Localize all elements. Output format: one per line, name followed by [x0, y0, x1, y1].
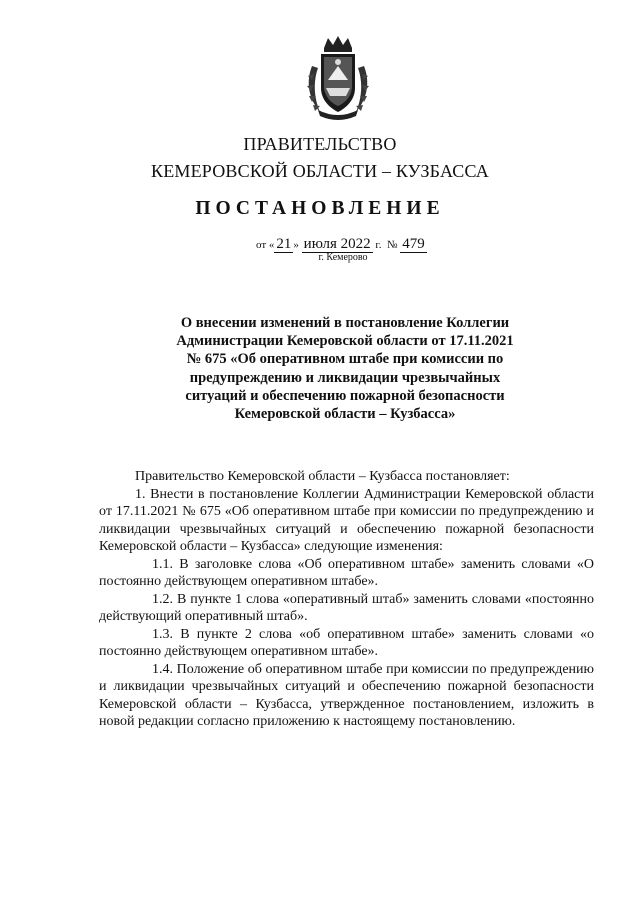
document-type: ПОСТАНОВЛЕНИЕ [195, 198, 445, 219]
date-close-quote: » [293, 239, 299, 251]
paragraph-1-1: 1.1. В заголовке слова «Об оперативном штабе» заменить словами «О постоянно действующем оперативном штабе». [99, 556, 594, 589]
date-from-label: от « [256, 239, 275, 251]
number-label: № [386, 239, 398, 251]
paragraph-1-3: 1.3. В пункте 2 слова «об оперативном штабе» заменить словами «о постоянно действующем оперативном штабе». [99, 626, 594, 659]
paragraph-1-2: 1.2. В пункте 1 слова «оперативный штаб» заменить словами «постоянно действующий оперативный штаб». [99, 591, 594, 624]
title-line: Кемеровской области – Кузбасса» [234, 406, 456, 423]
document-number: 479 [402, 236, 425, 252]
city: г. Кемерово [318, 252, 368, 263]
title-line: Администрации Кемеровской области от 17.11.2021 [176, 333, 514, 350]
paragraph-1: 1. Внести в постановление Коллегии Администрации Кемеровской области от 17.11.2021 № 675 «Об оперативном штабе при комиссии по предупреждению и ликвидации чрезвычайных ситуаций и обеспечению пожарной безопасности Кемеровской области – Кузбасса» следующие изменения: [99, 486, 594, 554]
title-line: предупреждению и ликвидации чрезвычайных [189, 369, 501, 386]
paragraph-1-4: 1.4. Положение об оперативном штабе при комиссии по предупреждению и ликвидации чрезвычайных ситуаций и обеспечению пожарной безопасности Кемеровской области – Кузбасса, утвержденное постановлением, изложить в новой редакции согласно приложению к настоящему постановлению. [99, 661, 594, 729]
title-line: О внесении изменений в постановление Коллегии [180, 315, 510, 331]
intro-paragraph: Правительство Кемеровской области – Кузбасса постановляет: [135, 469, 510, 484]
government-name-line1: ПРАВИТЕЛЬСТВО [243, 134, 397, 154]
date-month-year: июля 2022 [303, 236, 371, 252]
date-day: 21 [276, 236, 292, 252]
government-name-line2: КЕМЕРОВСКОЙ ОБЛАСТИ – КУЗБАССА [151, 161, 489, 181]
document-body [99, 468, 594, 731]
title-line: № 675 «Об оперативном штабе при комиссии по [186, 351, 504, 368]
date-year-suffix: г. [375, 239, 382, 251]
kuzbass-emblem-icon [304, 36, 372, 120]
document-date-number [256, 237, 427, 253]
document-title [165, 314, 525, 423]
title-line: ситуаций и обеспечению пожарной безопасности [185, 387, 505, 404]
